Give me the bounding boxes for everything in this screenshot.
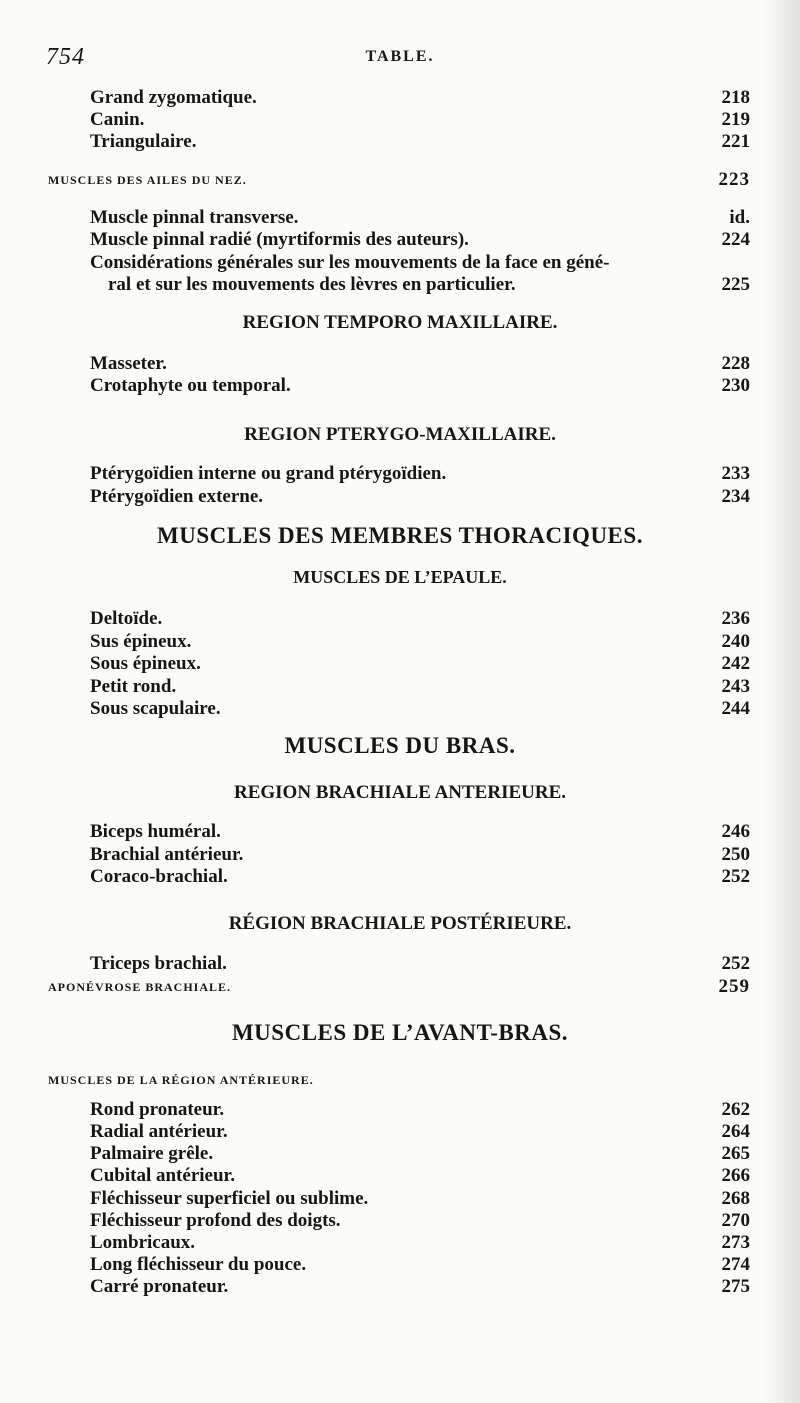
entry-page: 259 [718,976,750,997]
entry-page: 228 [721,353,750,374]
entry-page: 252 [721,866,750,887]
entry-title: Muscle pinnal radié (myrtiformis des auteurs). [90,229,469,250]
heading-text: MUSCLES DES AILES DU NEZ. [48,173,247,187]
entry-page: 224 [721,229,750,250]
entry-title: Radial antérieur. [90,1121,228,1142]
section-heading-ailes-nez [48,168,750,192]
toc-entry [90,1120,750,1144]
toc-entry [90,675,750,699]
toc-entry [90,1231,750,1255]
toc-entry [90,1142,750,1166]
page-number: 754 [46,44,85,70]
entry-page: 270 [721,1210,750,1231]
toc-entry-considerations [90,251,750,275]
toc-entry [90,630,750,654]
section-heading-brachiale-posterieure: RÉGION BRACHIALE POSTÉRIEURE. [228,913,572,934]
toc-entry [90,1253,750,1277]
entry-title: Sous épineux. [90,653,201,674]
entry-title: Sus épineux. [90,631,192,652]
toc-entry [90,607,750,631]
entry-page: 221 [721,131,750,152]
toc-entry [90,1187,750,1211]
entry-title: Ptérygoïdien interne ou grand ptérygoïdien. [90,463,447,484]
toc-entry [90,485,750,509]
entry-title: Canin. [90,109,145,130]
toc-entry [90,1209,750,1233]
entry-title: Deltoïde. [90,608,163,629]
entry-page: 244 [721,698,750,719]
entry-page: 250 [721,844,750,865]
entry-page: 252 [721,953,750,974]
section-heading-region-anterieure [48,1068,750,1092]
toc-entry [90,130,750,154]
entry-page: 236 [721,608,750,629]
major-heading-bras: MUSCLES DU BRAS. [284,733,516,758]
toc-entry [90,108,750,132]
entry-page: 219 [721,109,750,130]
toc-entry [90,1098,750,1122]
major-heading-membres: MUSCLES DES MEMBRES THORACIQUES. [157,523,643,548]
toc-entry [90,1164,750,1188]
entry-page: 262 [721,1099,750,1120]
entry-page: 225 [721,274,750,295]
entry-page: 233 [721,463,750,484]
entry-page: 273 [721,1232,750,1253]
entry-page: 264 [721,1121,750,1142]
entry-title: Muscle pinnal transverse. [90,207,299,228]
section-heading-pterygo: REGION PTERYGO-MAXILLAIRE. [244,424,556,445]
entry-title: Cubital antérieur. [90,1165,235,1186]
toc-entry [90,206,750,230]
section-heading-epaule: MUSCLES DE L’EPAULE. [293,567,507,587]
toc-entry [90,697,750,721]
entry-title: Lombricaux. [90,1232,196,1253]
entry-page: 246 [721,821,750,842]
section-heading-aponevrose [48,975,750,999]
entry-title: Long fléchisseur du pouce. [90,1254,307,1275]
entry-page: 230 [721,375,750,396]
entry-page: 268 [721,1188,750,1209]
entry-page: 275 [721,1276,750,1297]
entry-page: 240 [721,631,750,652]
heading-text: MUSCLES DE LA RÉGION ANTÉRIEURE. [48,1073,314,1087]
running-title: TABLE. [365,48,435,65]
entry-title: Considérations générales sur les mouvements de la face en géné- [90,252,610,273]
toc-entry [90,843,750,867]
entry-title: Rond pronateur. [90,1099,225,1120]
entry-title: Crotaphyte ou temporal. [90,375,291,396]
entry-title: Palmaire grêle. [90,1143,214,1164]
entry-title: Brachial antérieur. [90,844,244,865]
toc-entry [90,952,750,976]
toc-entry [90,820,750,844]
entry-page: 274 [721,1254,750,1275]
toc-entry [90,462,750,486]
section-heading-temporo: REGION TEMPORO MAXILLAIRE. [242,312,558,333]
entry-title: Masseter. [90,353,167,374]
entry-title: Biceps huméral. [90,821,221,842]
heading-text: APONÉVROSE BRACHIALE. [48,980,232,994]
entry-page: 243 [721,676,750,697]
toc-entry-considerations-cont [108,273,750,297]
entry-title: Ptérygoïdien externe. [90,486,264,507]
entry-title: Grand zygomatique. [90,87,257,108]
toc-entry [90,228,750,252]
toc-entry [90,86,750,110]
entry-title: Fléchisseur profond des doigts. [90,1210,341,1231]
entry-title: Petit rond. [90,676,177,697]
entry-title: Triceps brachial. [90,953,227,974]
toc-entry [90,352,750,376]
toc-entry [90,865,750,889]
entry-page: id. [729,207,750,228]
entry-page: 266 [721,1165,750,1186]
entry-title: Carré pronateur. [90,1276,229,1297]
toc-entry [90,652,750,676]
entry-page: 242 [721,653,750,674]
page-header [0,40,800,76]
entry-title: Fléchisseur superficiel ou sublime. [90,1188,369,1209]
entry-page: 234 [721,486,750,507]
entry-page: 265 [721,1143,750,1164]
entry-title: Sous scapulaire. [90,698,221,719]
entry-title: Coraco-brachial. [90,866,228,887]
toc-entry [90,374,750,398]
section-heading-brachiale-anterieure: REGION BRACHIALE ANTERIEURE. [233,782,567,803]
major-heading-avant-bras: MUSCLES DE L’AVANT-BRAS. [231,1020,569,1045]
entry-page: 218 [721,87,750,108]
entry-page: 223 [718,169,750,190]
entry-title: Triangulaire. [90,131,197,152]
entry-title: ral et sur les mouvements des lèvres en particulier. [108,274,516,295]
toc-entry [90,1275,750,1299]
